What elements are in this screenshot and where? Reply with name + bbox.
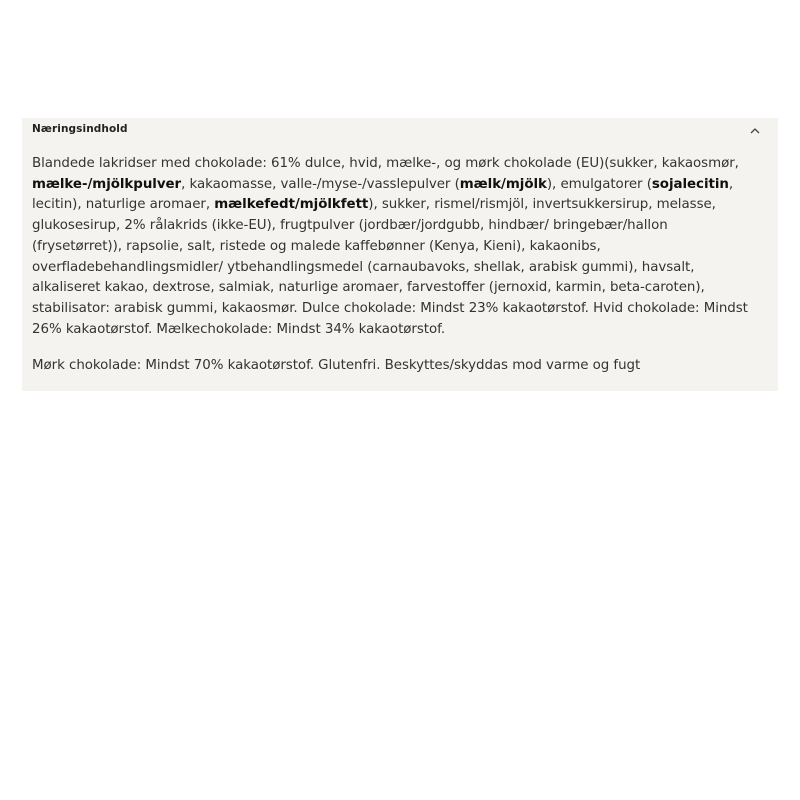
ingredient-text: ), sukker, rismel/rismjöl, invertsukkersirup, melasse, xyxy=(368,197,716,213)
ingredients-line xyxy=(32,299,772,320)
ingredient-text: stabilisator: arabisk gummi, kakaosmør. Dulce chokolade: Mindst 23% kakaotørstof. Hvid chokolade: Mindst xyxy=(32,300,748,316)
ingredient-text: overfladebehandlingsmidler/ ytbehandlingsmedel (carnaubavoks, shellak, arabisk gummi), havsalt, xyxy=(32,259,695,275)
accordion-header[interactable] xyxy=(22,118,778,144)
storage-note: Mørk chokolade: Mindst 70% kakaotørstof. Glutenfri. Beskyttes/skyddas mod varme og fugt xyxy=(32,358,641,373)
ingredient-text: , kakaomasse, valle-/myse-/vasslepulver ( xyxy=(181,176,460,192)
allergen-text: sojalecitin xyxy=(651,176,729,192)
allergen-text: mælk/mjölk xyxy=(459,176,547,192)
ingredients-line xyxy=(32,320,772,341)
ingredients-line xyxy=(32,258,772,279)
ingredient-text: alkaliseret kakao, dextrose, salmiak, naturlige aromaer, farvestoffer (jernoxid, karmin, beta-caroten), xyxy=(32,280,705,296)
ingredient-text: ), emulgatorer ( xyxy=(546,176,652,192)
ingredients-line xyxy=(32,216,772,237)
ingredient-text: lecitin), naturlige aromaer, xyxy=(32,197,215,213)
ingredients-text xyxy=(32,154,772,340)
allergen-text: mælkefedt/mjölkfett xyxy=(214,197,369,213)
ingredient-text: , xyxy=(728,176,734,192)
accordion-title: Næringsindhold xyxy=(32,123,128,135)
nutrition-accordion xyxy=(22,118,778,391)
ingredient-text: (frysetørret)), rapsolie, salt, ristede og malede kaffebønner (Kenya, Kieni), kakaonibs, xyxy=(32,238,601,254)
allergen-text: mælke-/mjölkpulver xyxy=(32,176,182,192)
chevron-up-icon[interactable] xyxy=(748,124,762,138)
ingredients-line xyxy=(32,237,772,258)
ingredients-line xyxy=(32,154,772,175)
ingredient-text: Blandede lakridser med chokolade: 61% dulce, hvid, mælke-, og mørk chokolade (EU)(sukker, kakaosmør, xyxy=(32,156,739,171)
ingredients-line xyxy=(32,278,772,299)
ingredient-text: glukosesirup, 2% rålakrids (ikke-EU), frugtpulver (jordbær/jordgubb, hindbær/ bringebær/hallon xyxy=(32,218,668,234)
ingredients-line xyxy=(32,195,772,216)
ingredients-line xyxy=(32,175,772,196)
ingredient-text: 26% kakaotørstof. Mælkechokolade: Mindst 34% kakaotørstof. xyxy=(32,321,446,337)
